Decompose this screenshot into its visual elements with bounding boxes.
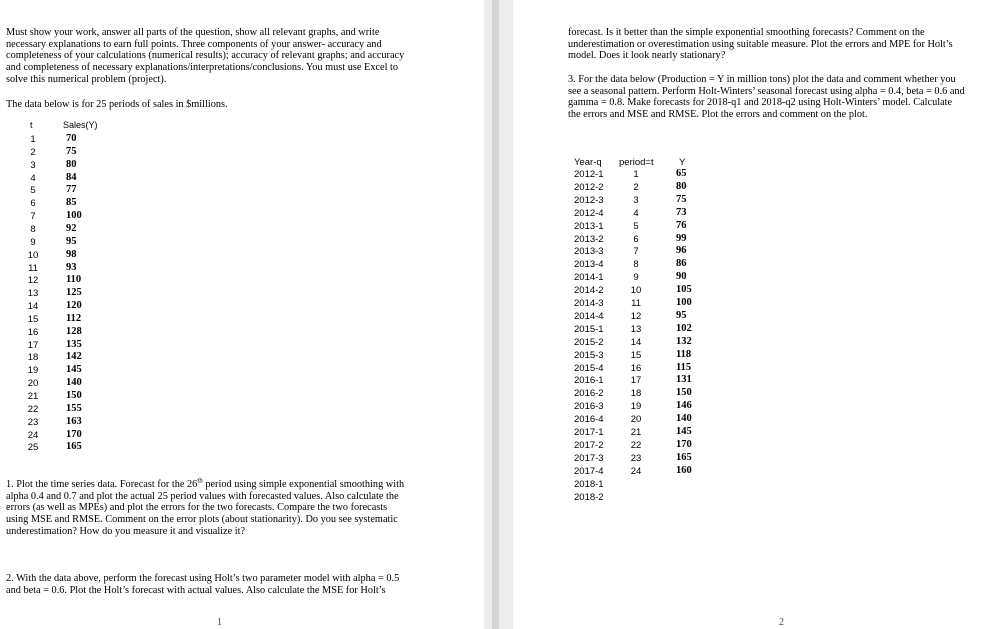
t-cell: 16: [27, 326, 39, 338]
y-cell: 99: [676, 232, 687, 244]
period-cell: 17: [630, 375, 642, 387]
t-cell: 22: [27, 403, 39, 415]
t-cell: 14: [27, 301, 39, 313]
year-q-cell: 2017-3: [574, 452, 604, 464]
t-cell: 21: [27, 391, 39, 402]
year-q-cell: 2015-2: [574, 336, 604, 348]
t-cell: 1: [30, 134, 36, 145]
period-cell: 4: [633, 207, 639, 219]
sales-cell: 120: [66, 300, 82, 312]
period-cell: 2: [633, 181, 639, 193]
y-cell: 150: [676, 387, 692, 399]
t-cell: 10: [27, 249, 39, 261]
y-cell: 132: [676, 335, 692, 347]
cont-line: forecast. Is it better than the simple exponential smoothing forecasts? Comment on the: [568, 27, 925, 38]
year-q-cell: 2018-2: [574, 491, 604, 503]
period-cell: 20: [630, 414, 642, 426]
intro-line: necessary explanations to earn full points. Three components of your answer- accuracy and: [6, 38, 382, 50]
period-cell: 15: [630, 349, 642, 361]
y-cell: 102: [676, 322, 692, 334]
sales-cell: 142: [66, 351, 82, 363]
sales-cell: 85: [66, 197, 77, 209]
year-q-cell: 2016-3: [574, 401, 604, 413]
sales-cell: 77: [66, 184, 77, 196]
q1-line: errors (as well as MPEs) and plot the errors for the two forecasts. Compare the two forecasts: [6, 502, 388, 514]
sales-cell: 93: [66, 261, 77, 273]
year-q-cell: 2016-4: [574, 414, 604, 426]
q3-line: 3. For the data below (Production = Y in million tons) plot the data and comment whether you: [568, 74, 956, 85]
period-cell: 5: [633, 220, 639, 232]
t-cell: 5: [30, 185, 36, 197]
t-cell: 15: [27, 313, 39, 325]
year-q-cell: 2017-4: [574, 465, 604, 477]
document-page-1: [0, 0, 484, 629]
y-cell: 75: [676, 193, 687, 205]
year-q-cell: 2015-3: [574, 349, 604, 361]
intro-line: and completeness of necessary explanations/interpretations/conclusions. You must use Excel to: [6, 62, 399, 74]
year-q-cell: 2015-4: [574, 362, 604, 374]
t-cell: 7: [30, 211, 36, 223]
t-cell: 3: [30, 159, 36, 171]
q1-text: period using simple exponential smoothing with: [202, 479, 405, 490]
year-q-cell: 2012-4: [574, 207, 604, 219]
y-cell: 165: [676, 451, 692, 463]
year-q-cell: 2014-4: [574, 310, 604, 322]
t-cell: 12: [27, 275, 39, 287]
sales-cell: 70: [66, 133, 77, 144]
t-cell: 6: [30, 198, 36, 210]
y-cell: 96: [676, 245, 687, 257]
period-cell: 22: [630, 439, 642, 451]
y-cell: 65: [676, 168, 687, 179]
y-cell: 170: [676, 438, 692, 450]
period-cell: 24: [630, 465, 642, 477]
y-cell: 90: [676, 271, 687, 283]
data-intro-text: The data below is for 25 periods of sales in $millions.: [6, 99, 228, 110]
q1-line: using MSE and RMSE. Comment on the error plots (about stationarity). Do you see systematic: [6, 514, 398, 526]
page-number: 2: [779, 617, 784, 628]
period-cell: 9: [633, 272, 639, 284]
period-cell: 1: [633, 169, 639, 180]
t-cell: 11: [28, 262, 38, 274]
data-intro: [6, 99, 228, 111]
period-cell: 10: [630, 285, 642, 297]
instructions-paragraph: [6, 27, 404, 86]
sales-cell: 135: [66, 338, 82, 350]
q3-line: see a seasonal pattern. Perform Holt-Winters’ seasonal forecast using alpha = 0.4, beta = 0.6 and: [568, 85, 965, 97]
t-cell: 24: [27, 429, 39, 441]
year-q-cell: 2015-1: [574, 323, 604, 335]
sales-cell: 150: [66, 390, 82, 401]
period-cell: 12: [630, 310, 642, 322]
period-cell: 18: [630, 388, 642, 400]
year-q-cell: 2014-1: [574, 272, 604, 284]
period-cell: 14: [630, 336, 642, 348]
t-cell: 17: [27, 339, 39, 351]
y-cell: 118: [676, 348, 692, 360]
year-q-cell: 2014-2: [574, 285, 604, 297]
t-cell: 9: [30, 236, 36, 248]
q1-superscript: th: [197, 476, 203, 485]
y-cell: 115: [676, 361, 692, 373]
q1-line: underestimation? How do you measure it and visualize it?: [6, 525, 246, 537]
table-header-year-q: Year-q: [574, 157, 602, 168]
year-q-cell: 2016-2: [574, 388, 604, 400]
year-q-cell: 2012-1: [574, 169, 604, 180]
sales-cell: 110: [66, 274, 82, 286]
intro-line: completeness of your calculations (numerical results); accuracy of relevant graphs; and accuracy: [6, 50, 405, 62]
sales-cell: 92: [66, 222, 77, 234]
y-cell: 140: [676, 413, 692, 425]
table-header-y: Y: [679, 157, 686, 168]
y-cell: 76: [676, 219, 687, 231]
sales-cell: 100: [66, 210, 82, 222]
intro-line: Must show your work, answer all parts of the question, show all relevant graphs, and write: [6, 27, 380, 38]
period-cell: 11: [631, 298, 641, 309]
sales-cell: 112: [66, 312, 82, 324]
question-3: [568, 74, 965, 121]
year-q-cell: 2017-1: [574, 427, 604, 438]
q2-line: 2. With the data above, perform the forecast using Holt’s two parameter model with alpha = 0.5: [6, 573, 400, 584]
t-cell: 4: [30, 172, 36, 184]
year-q-cell: 2012-2: [574, 181, 604, 193]
y-cell: 95: [676, 309, 687, 321]
y-cell: 131: [676, 374, 692, 386]
q3-line: the errors and MSE and RMSE. Plot the errors and comment on the plot.: [568, 109, 868, 121]
table-header-t: t: [30, 120, 33, 130]
q3-line: gamma = 0.8. Make forecasts for 2018-q1 and 2018-q2 using Holt-Winters’ model. Calculate: [568, 97, 953, 109]
period-cell: 7: [633, 246, 639, 258]
question-1: [6, 476, 405, 538]
sales-cell: 170: [66, 428, 82, 440]
cont-line: model. Does it look nearly stationary?: [568, 50, 726, 62]
table-header-sales: Sales(Y): [63, 120, 98, 130]
year-q-cell: 2013-4: [574, 259, 604, 271]
question-2: [6, 573, 399, 596]
year-q-cell: 2012-3: [574, 194, 604, 206]
q1-text: 1. Plot the time series data. Forecast for the 26: [6, 479, 198, 490]
document-page-2: [513, 0, 994, 629]
period-cell: 21: [630, 427, 642, 438]
sales-cell: 140: [66, 377, 82, 389]
t-cell: 2: [30, 146, 36, 158]
y-cell: 86: [676, 258, 687, 270]
period-cell: 19: [630, 401, 642, 413]
year-q-cell: 2013-1: [574, 220, 604, 232]
q1-line: alpha 0.4 and 0.7 and plot the actual 25 period values with forecasted values. Also calculate the: [6, 490, 399, 502]
t-cell: 23: [27, 416, 39, 428]
period-cell: 16: [630, 362, 642, 374]
table-header-period: period=t: [619, 157, 654, 168]
year-q-cell: 2013-3: [574, 246, 604, 258]
t-cell: 20: [27, 378, 39, 390]
sales-cell: 84: [66, 171, 77, 183]
page-number: 1: [217, 617, 222, 628]
y-cell: 73: [676, 206, 687, 218]
page-divider: [492, 0, 499, 629]
year-q-cell: 2017-2: [574, 439, 604, 451]
intro-line: solve this numerical problem (project).: [6, 73, 167, 85]
sales-cell: 145: [66, 364, 82, 376]
period-cell: 3: [633, 194, 639, 206]
sales-cell: 128: [66, 325, 82, 337]
y-cell: 160: [676, 464, 692, 476]
y-cell: 145: [676, 426, 692, 437]
t-cell: 19: [27, 365, 39, 377]
period-cell: 23: [630, 452, 642, 464]
sales-cell: 163: [66, 415, 82, 427]
y-cell: 100: [676, 297, 692, 308]
cont-line: underestimation or overestimation using suitable measure. Plot the errors and MPE for Holt’s: [568, 38, 953, 50]
sales-cell: 80: [66, 158, 77, 170]
t-cell: 8: [30, 223, 36, 235]
t-cell: 13: [27, 288, 39, 300]
y-cell: 80: [676, 180, 687, 192]
t-cell: 25: [27, 442, 39, 454]
year-q-cell: 2014-3: [574, 298, 604, 309]
period-cell: 6: [633, 233, 639, 245]
year-q-cell: 2018-1: [574, 478, 604, 490]
period-cell: 13: [630, 323, 642, 335]
sales-cell: 95: [66, 235, 77, 247]
q1-line: [6, 476, 405, 491]
year-q-cell: 2016-1: [574, 375, 604, 387]
question-2-continued: [568, 27, 953, 62]
period-cell: 8: [633, 259, 639, 271]
sales-cell: 75: [66, 145, 77, 157]
q2-line: and beta = 0.6. Plot the Holt’s forecast with actual values. Also calculate the MSE for Holt’s: [6, 584, 386, 596]
sales-cell: 165: [66, 441, 82, 453]
y-cell: 146: [676, 400, 692, 412]
t-cell: 18: [27, 352, 39, 364]
sales-cell: 98: [66, 248, 77, 260]
year-q-cell: 2013-2: [574, 233, 604, 245]
y-cell: 105: [676, 284, 692, 296]
sales-cell: 125: [66, 287, 82, 299]
sales-cell: 155: [66, 402, 82, 414]
